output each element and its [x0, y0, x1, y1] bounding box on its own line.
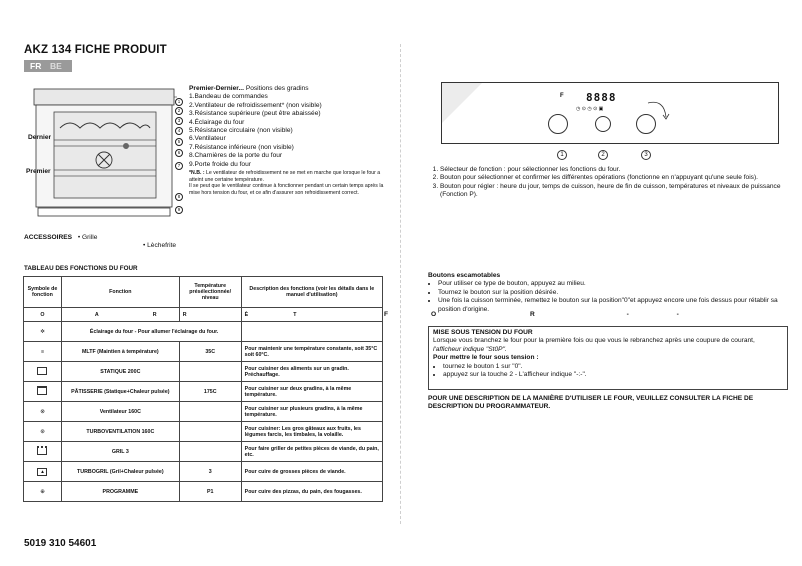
- column-divider: [400, 44, 401, 524]
- function-temp: [179, 402, 241, 422]
- table-row: [24, 322, 383, 342]
- table-row: [24, 482, 383, 502]
- legend-item: 2.Ventilateur de refroidissement* (non visible): [189, 101, 322, 109]
- header-temp: Température présélectionnée/ niveau: [179, 277, 241, 308]
- callout-3: 3: [175, 117, 183, 125]
- fan-icon: ⊗: [24, 402, 62, 422]
- table-row: [24, 382, 383, 402]
- header-symbol: Symbole de fonction: [24, 277, 62, 308]
- function-desc: Pour maintenir une température constante, soit 35°C soit 60°C.: [241, 342, 382, 362]
- callout-4: 4: [175, 127, 183, 135]
- power-on-title: MISE SOUS TENSION DU FOUR: [433, 329, 533, 336]
- lang-be: BE: [50, 61, 62, 71]
- header-function: Fonction: [61, 277, 179, 308]
- function-name: Éclairage du four - Pour allumer l'éclairage du four.: [61, 322, 241, 342]
- legend-item: 3.Résistance supérieure (peut être abaissée): [189, 110, 321, 118]
- callout-1: 1: [175, 98, 183, 106]
- multi-icon: ≡: [24, 342, 62, 362]
- function-temp: 35C: [179, 342, 241, 362]
- instruction-item: 1. Sélecteur de fonction : pour sélectionner les fonctions du four.: [440, 166, 783, 174]
- page-title: AKZ 134 FICHE PRODUIT: [24, 44, 167, 56]
- display-icons: ◷ ⊙ ◷ ⊙ ▣: [576, 106, 604, 112]
- pos-cell-group: A R: [61, 308, 179, 322]
- panel-display: 8888: [586, 91, 617, 104]
- language-bar: [24, 60, 72, 72]
- function-desc: Pour faire griller de petites pièces de viande, du pain, etc.: [241, 442, 382, 462]
- legend-item: 9.Porte froide du four: [189, 160, 251, 168]
- knob-number-2: 2: [598, 150, 608, 160]
- legend-item: 4.Éclairage du four: [189, 118, 245, 126]
- final-note: POUR UNE DESCRIPTION DE LA MANIÈRE D'UTILISER LE FOUR, VEUILLEZ CONSULTER LA FICHE DE DESCRIPTION DU PROGRAMMATEUR.: [428, 395, 754, 411]
- function-name: TURBOVENTILATION 160C: [61, 422, 179, 442]
- table-header-row: [24, 277, 383, 308]
- pos-cell-group: È T: [241, 308, 382, 322]
- table-title: TABLEAU DES FONCTIONS DU FOUR: [24, 265, 138, 272]
- function-temp: [179, 362, 241, 382]
- function-temp: 3: [179, 462, 241, 482]
- escamotables-pos-row: O R - -: [431, 311, 679, 318]
- callout-8: 8: [175, 193, 183, 201]
- function-desc: Pour cuire des pizzas, du pain, des fougasses.: [241, 482, 382, 502]
- table-row: [24, 442, 383, 462]
- power-on-content: [429, 327, 787, 381]
- knob-number-1: 1: [557, 150, 567, 160]
- power-on-line1: Lorsque vous branchez le four pour la première fois ou que vous le rebranchez après une coupure de courant,: [433, 337, 755, 345]
- callout-7: 7: [175, 162, 183, 170]
- pos-cell: O: [24, 308, 62, 322]
- callout-5: 5: [175, 138, 183, 146]
- label-premier: Premier: [26, 168, 51, 175]
- accessories-label: ACCESSOIRES: [24, 234, 72, 241]
- label-dernier: Dernier: [28, 134, 52, 141]
- legend-note: *N.B. : Le ventilateur de refroidissement ne se met en marche que lorsque le four a atteint une certaine température.: [189, 170, 381, 183]
- accessories: [24, 234, 97, 242]
- program-icon: ⊕: [24, 482, 62, 502]
- function-name: PÂTISSERIE (Statique+Chaleur pulsée): [61, 382, 179, 402]
- function-name: TURBOGRIL (Gril+Chaleur pulsée): [61, 462, 179, 482]
- callout-6: 6: [175, 149, 183, 157]
- legend-item: 1.Bandeau de commandes: [189, 93, 268, 101]
- function-name: Ventilateur 160C: [61, 402, 179, 422]
- legend-heading: Premier-Dernier... Positions des gradins: [189, 85, 309, 92]
- pos-cell-f: F: [384, 311, 389, 318]
- oven-diagram: [24, 88, 184, 218]
- legend-note-2: Il se peut que le ventilateur continue à fonctionner pendant un certain temps après la mise hors tension du four, et ce afin d'assurer son refroidissement correct.: [189, 183, 384, 196]
- function-desc: Pour cuisiner sur deux gradins, à la même température.: [241, 382, 382, 402]
- instructions: [428, 166, 783, 200]
- accessory-lechefrite: • Lèchefrite: [143, 242, 177, 249]
- footer-code: 5019 310 54601: [24, 538, 97, 549]
- callout-2: 2: [175, 107, 183, 115]
- control-panel: [441, 82, 779, 144]
- function-desc: [241, 322, 382, 342]
- instruction-item: 2. Bouton pour sélectionner et confirmer les différentes opérations (fonctionne en n'appuyant qu'une seule fois).: [440, 174, 783, 182]
- accessory-grille: • Grille: [77, 234, 98, 241]
- power-on-line2: l'afficheur indique "St0P".: [433, 345, 507, 353]
- legend-item: 5.Résistance circulaire (non visible): [189, 127, 293, 135]
- table-row: [24, 342, 383, 362]
- header-desc: Description des fonctions (voir les détails dans le manuel d'utilisation): [241, 277, 382, 308]
- lang-fr: FR: [30, 61, 42, 71]
- escamotables-bullet: • Tournez le bouton sur la position désirée.: [438, 289, 786, 297]
- function-desc: Pour cuisiner sur plusieurs gradins, à la même température.: [241, 402, 382, 422]
- function-desc: Pour cuisiner: Les gros gâteaux aux fruits, les légumes farcis, les timbales, la volaille.: [241, 422, 382, 442]
- function-temp: [179, 442, 241, 462]
- panel-f-label: F: [560, 93, 564, 99]
- callout-9: 9: [175, 206, 183, 214]
- legend-item: 6.Ventilateur: [189, 135, 226, 143]
- legend-item: 7.Résistance inférieure (non visible): [189, 143, 294, 151]
- power-on-step: • appuyez sur la touche 2 - L'afficheur indique "-:-".: [443, 371, 783, 379]
- grill-icon: [24, 442, 62, 462]
- function-name: PROGRAMME: [61, 482, 179, 502]
- power-on-box: [428, 326, 788, 390]
- turbogrill-icon: ▴: [24, 462, 62, 482]
- oven-legend: [189, 85, 394, 196]
- pos-cell: R: [179, 308, 241, 322]
- turbofan-icon: ⊛: [24, 422, 62, 442]
- static-icon: [24, 362, 62, 382]
- knob-function-selector[interactable]: [548, 114, 568, 134]
- table-row: [24, 462, 383, 482]
- function-temp: P1: [179, 482, 241, 502]
- pastry-icon: [24, 382, 62, 402]
- escamotables-title: Boutons escamotables: [428, 272, 501, 279]
- table-row: [24, 362, 383, 382]
- legend-item: 8.Charnières de la porte du four: [189, 152, 283, 160]
- escamotables-bullet: • Une fois la cuisson terminée, remettez le bouton sur la position"0"et appuyez encore une fois dessus pour rétablir sa position d'origine.: [438, 297, 786, 314]
- knob-select-confirm[interactable]: [595, 116, 611, 132]
- function-desc: Pour cuisiner des aliments sur un gradin. Préchauffage.: [241, 362, 382, 382]
- function-name: MLTF (Maintien à température): [61, 342, 179, 362]
- function-temp: 175C: [179, 382, 241, 402]
- function-temp: [179, 422, 241, 442]
- table-row: [24, 402, 383, 422]
- function-name: STATIQUE 200C: [61, 362, 179, 382]
- instruction-item: 3. Bouton pour régler : heure du jour, temps de cuisson, heure de fin de cuisson, températures et niveaux de puissance (Fonction P).: [440, 183, 783, 200]
- knob-number-3: 3: [641, 150, 651, 160]
- escamotables-bullet: • Pour utiliser ce type de bouton, appuyez au milieu.: [438, 280, 786, 288]
- power-on-step: • tournez le bouton 1 sur "0".: [443, 363, 783, 371]
- table-row: [24, 422, 383, 442]
- position-row: [24, 308, 383, 322]
- function-desc: Pour cuire de grosses pièces de viande.: [241, 462, 382, 482]
- power-on-subtitle: Pour mettre le four sous tension :: [433, 354, 539, 362]
- lamp-icon: ✲: [24, 322, 62, 342]
- escamotables-section: [428, 272, 786, 314]
- functions-table: [23, 276, 383, 502]
- function-name: GRIL 3: [61, 442, 179, 462]
